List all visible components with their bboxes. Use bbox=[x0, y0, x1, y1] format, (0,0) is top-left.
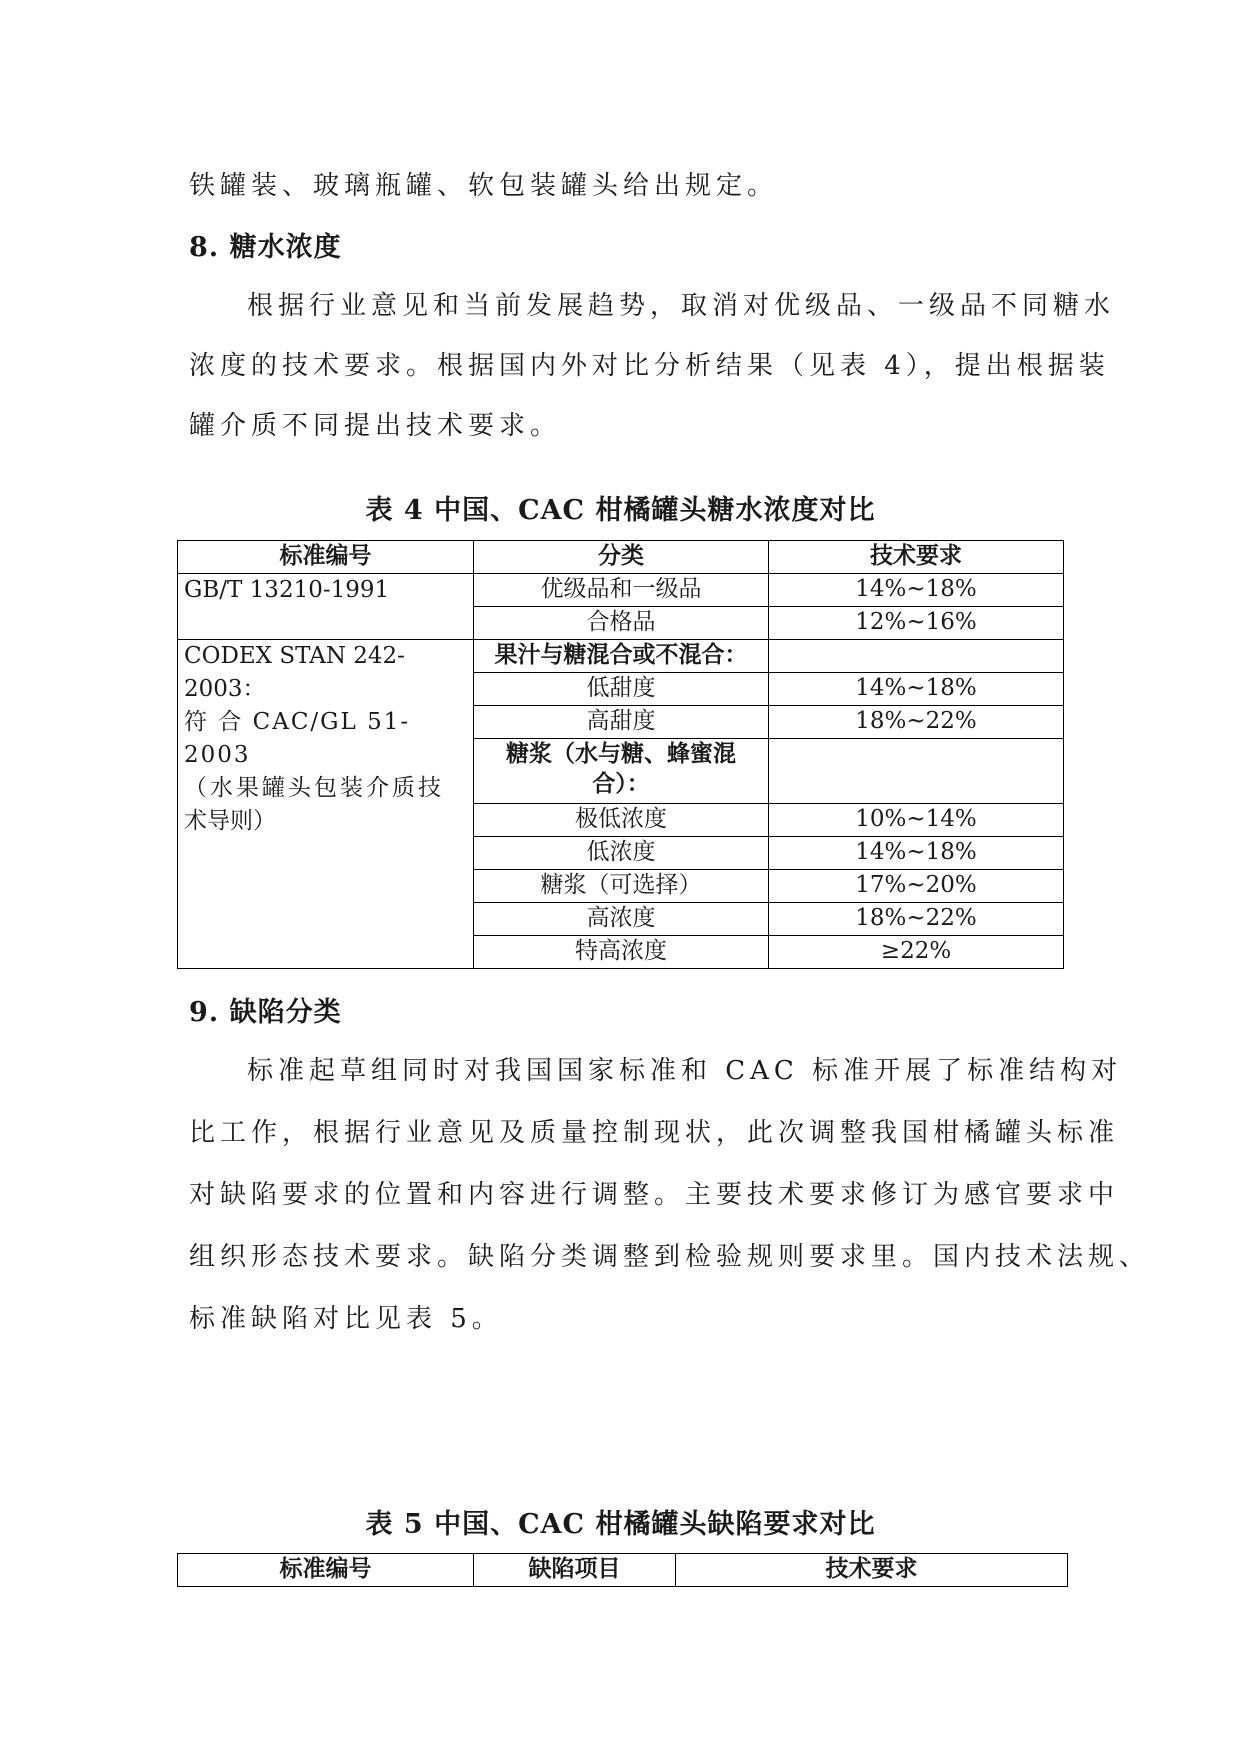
table-4-header-category: 分类 bbox=[474, 541, 769, 574]
table-4-header-requirement: 技术要求 bbox=[769, 541, 1064, 574]
section-8-para-line-1: 根据行业意见和当前发展趋势，取消对优级品、一级品不同糖水 bbox=[247, 291, 1116, 321]
codex-standard-line-1: CODEX STAN 242-2003： bbox=[184, 643, 405, 702]
table-5 bbox=[177, 1553, 1068, 1587]
table-5-header-defect-item: 缺陷项目 bbox=[474, 1554, 676, 1587]
section-9-title: 9. 缺陷分类 bbox=[189, 997, 342, 1028]
requirement-cell: 12%~16% bbox=[769, 607, 1064, 640]
requirement-cell: 14%~18% bbox=[769, 837, 1064, 870]
table-4-header-standard: 标准编号 bbox=[178, 541, 474, 574]
table-5-header-standard: 标准编号 bbox=[178, 1554, 474, 1587]
requirement-cell: 17%~20% bbox=[769, 870, 1064, 903]
category-cell: 高甜度 bbox=[474, 706, 769, 739]
requirement-cell: 14%~18% bbox=[769, 574, 1064, 607]
codex-standard-cell bbox=[178, 640, 474, 969]
table-row bbox=[178, 640, 1064, 673]
section-9-para-line-4: 组织形态技术要求。缺陷分类调整到检验规则要求里。国内技术法规、 bbox=[189, 1242, 1151, 1272]
category-cell: 优级品和一级品 bbox=[474, 574, 769, 607]
gb-standard-cell: GB/T 13210-1991 bbox=[178, 574, 474, 640]
group-2-title: 糖浆（水与糖、蜂蜜混合）： bbox=[474, 739, 769, 804]
category-cell: 低甜度 bbox=[474, 673, 769, 706]
codex-standard-line-2: 符 合 CAC/GL 51-2003 bbox=[184, 709, 411, 768]
section-9-para-line-3: 对缺陷要求的位置和内容进行调整。主要技术要求修订为感官要求中 bbox=[189, 1180, 1120, 1210]
section-9-para-line-1: 标准起草组同时对我国国家标准和 CAC 标准开展了标准结构对 bbox=[247, 1056, 1123, 1086]
section-9-para-line-2: 比工作，根据行业意见及质量控制现状，此次调整我国柑橘罐头标准 bbox=[189, 1118, 1120, 1148]
intro-line: 铁罐装、玻璃瓶罐、软包装罐头给出规定。 bbox=[189, 171, 779, 201]
section-8-title: 8. 糖水浓度 bbox=[189, 232, 342, 263]
section-8-para-line-2: 浓度的技术要求。根据国内外对比分析结果（见表 4），提出根据装 bbox=[189, 351, 1110, 381]
category-cell: 糖浆（可选择） bbox=[474, 870, 769, 903]
table-4-caption: 表 4 中国、CAC 柑橘罐头糖水浓度对比 bbox=[365, 495, 876, 526]
requirement-cell: 18%~22% bbox=[769, 903, 1064, 936]
category-cell: 极低浓度 bbox=[474, 804, 769, 837]
requirement-cell: 10%~14% bbox=[769, 804, 1064, 837]
section-9-para-line-5: 标准缺陷对比见表 5。 bbox=[189, 1304, 503, 1334]
group-1-title: 果汁与糖混合或不混合： bbox=[474, 640, 769, 673]
table-4 bbox=[177, 540, 1064, 969]
category-cell: 低浓度 bbox=[474, 837, 769, 870]
section-8-para-line-3: 罐介质不同提出技术要求。 bbox=[189, 411, 562, 441]
requirement-cell bbox=[769, 739, 1064, 804]
requirement-cell: 14%~18% bbox=[769, 673, 1064, 706]
category-cell: 合格品 bbox=[474, 607, 769, 640]
table-4-header-row bbox=[178, 541, 1064, 574]
codex-standard-line-4: 术导则） bbox=[184, 808, 276, 834]
table-5-header-row bbox=[178, 1554, 1068, 1587]
category-cell: 高浓度 bbox=[474, 903, 769, 936]
requirement-cell: ≥22% bbox=[769, 936, 1064, 969]
category-cell: 特高浓度 bbox=[474, 936, 769, 969]
requirement-cell bbox=[769, 640, 1064, 673]
table-5-header-requirement: 技术要求 bbox=[676, 1554, 1068, 1587]
codex-standard-line-3: （水果罐头包装介质技 bbox=[184, 775, 444, 801]
table-5-caption: 表 5 中国、CAC 柑橘罐头缺陷要求对比 bbox=[365, 1509, 876, 1540]
requirement-cell: 18%~22% bbox=[769, 706, 1064, 739]
table-row bbox=[178, 574, 1064, 607]
